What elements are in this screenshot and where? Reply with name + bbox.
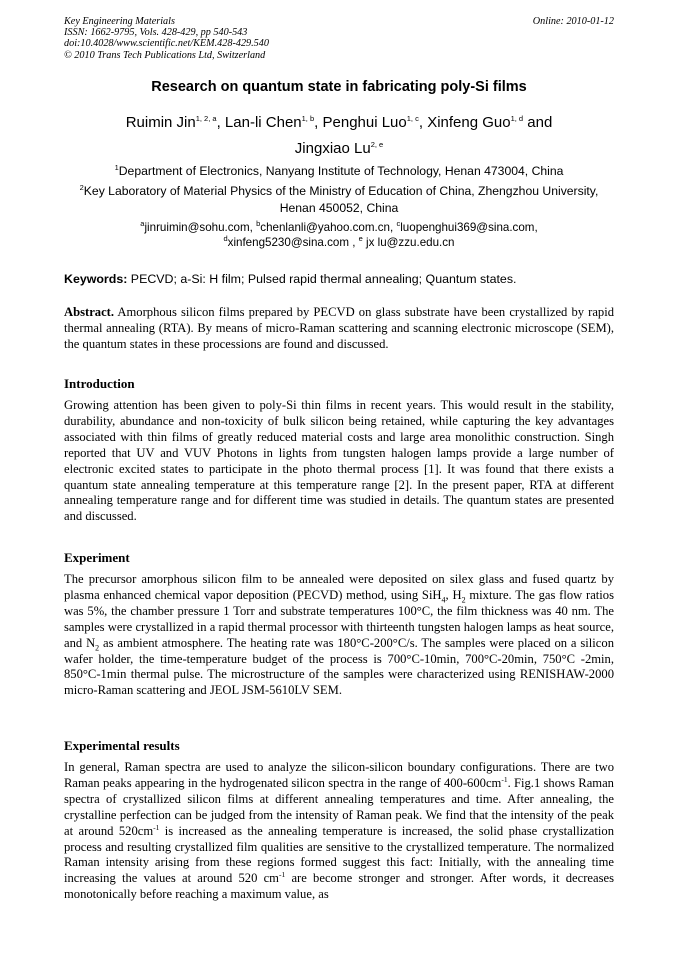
doi-line: doi:10.4028/www.scientific.net/KEM.428-429.540 bbox=[64, 38, 269, 50]
online-date: Online: 2010-01-12 bbox=[532, 16, 614, 27]
email[interactable]: $^a$jinruimin@sohu.com bbox=[140, 219, 250, 234]
section-heading-experiment: Experiment bbox=[64, 550, 130, 565]
affiliation-1: $^1$Department of Electronics, Nanyang Institute of Technology, Henan 473004, China bbox=[114, 162, 564, 178]
email-list: $^a$jinruimin@sohu.com, $^b$chenlanli@yahoo.com.cn, $^c$luopenghui369@sina.com, $^d$xinfeng5230@sina.com , $^e$ jx lu@zzu.edu.cn bbox=[140, 219, 538, 249]
copyright-line: © 2010 Trans Tech Publications Ltd, Switzerland bbox=[64, 49, 266, 61]
email[interactable]: $^d$xinfeng5230@sina.com bbox=[223, 234, 349, 249]
author-list bbox=[64, 110, 614, 162]
keywords: Keywords: PECVD; a-Si: H film; Pulsed rapid thermal annealing; Quantum states. bbox=[64, 272, 517, 286]
author: Jingxiao Lu$^{2, e}$ bbox=[294, 140, 384, 157]
abstract: Abstract. Amorphous silicon films prepared by PECVD on glass substrate have been crystallized by rapid thermal annealing (RTA). By means of micro-Raman scattering and scanning electronic microscope (SEM), the quantum states in these processions are found and discussed. bbox=[64, 305, 614, 351]
email[interactable]: $^b$chenlanli@yahoo.com.cn bbox=[256, 219, 391, 234]
email[interactable]: $^c$luopenghui369@sina.com bbox=[396, 219, 535, 234]
introduction-body: Growing attention has been given to poly-Si thin films in recent years. This would result in the stability, durability, abundance and non-toxicity of bulk silicon being retained, while capturing the key advantages associated with thin films of greatly reduced material costs and large area monolithic construction. Singh reported that UV and VUV Photons in lights from tungsten halogen lamps provide a large number of electronic excited states to participate in the photo thermal process [1]. It was found that there exists a quantum state annealing temperature at this temperature range [2]. In the present paper, RTA at different annealing temperature range and for different time was studied in details. The quantum states are presented and discussed. bbox=[64, 398, 614, 524]
results-body: In general, Raman spectra are used to analyze the silicon-silicon boundary configurations. There are two Raman peaks appearing in the hydrogenated silicon spectra in the range of $400-600cm^{-1}$. Fig.1 shows Raman spectra of crystallized silicon films at different annealing temperatures and time. After annealing, the crystalline perfection can be judged from the intensity of Raman peak. We find that the intensity of the peak at around $520cm^{-1}$ is increased as the annealing temperature is increased, the solid phase crystallization process and resulting crystallized film qualities are sensitive to the crystallized temperature. The normalized Raman intensity arising from these regions formed suggest this fact: Initially, with the annealing time increasing the values at around 520 $cm^{-1}$ are become stronger and stronger. After words, it decreases monotonically before reaching a maximum value, as bbox=[64, 760, 614, 902]
author: Ruimin Jin$^{1, 2, a}$, bbox=[125, 114, 225, 131]
author: Penghui Luo$^{1, c}$, bbox=[322, 114, 428, 131]
journal-header bbox=[64, 16, 269, 61]
affiliation-2: $^2$Key Laboratory of Material Physics of the Ministry of Education of China, Zhengzhou University, Henan 450052, China bbox=[79, 182, 599, 215]
section-heading-introduction: Introduction bbox=[64, 376, 135, 391]
journal-name: Key Engineering Materials bbox=[64, 16, 175, 27]
author: Xinfeng Guo$^{1, d}$ and bbox=[427, 114, 553, 131]
email[interactable]: $^e$ jx lu@zzu.edu.cn bbox=[358, 234, 455, 249]
paper-title: Research on quantum state in fabricating poly-Si films bbox=[151, 79, 527, 95]
section-heading-results: Experimental results bbox=[64, 738, 180, 753]
experiment-body: The precursor amorphous silicon film to be annealed were deposited on silex glass and fused quartz by plasma enhanced chemical vapor deposition (PECVD) method, using SiH$_4$, $H_2$ mixture. The gas flow ratios was 5%, the chamber pressure 1 Torr and substrate temperatures 100°C, the film thickness was 40 nm. The samples were crystallized in a rapid thermal processor with thirteenth tungsten halogen lamps as heat source, and $N_2$ as ambient atmosphere. The heating rate was 180°C-200°C/s. The samples were placed on a silicon wafer holder, the time-temperature budget of the process is 700°C-10min, 700°C-20min, 750°C -2min, 850°C-1min thermal pulse. The microstructure of the samples were characterized using RENISHAW-2000 micro-Raman scattering and JEOL JSM-5610LV SEM. bbox=[64, 572, 614, 698]
author: Lan-li Chen$^{1, b}$, bbox=[224, 114, 323, 131]
issn-line: ISSN: 1662-9795, Vols. 428-429, pp 540-543 bbox=[64, 27, 248, 39]
